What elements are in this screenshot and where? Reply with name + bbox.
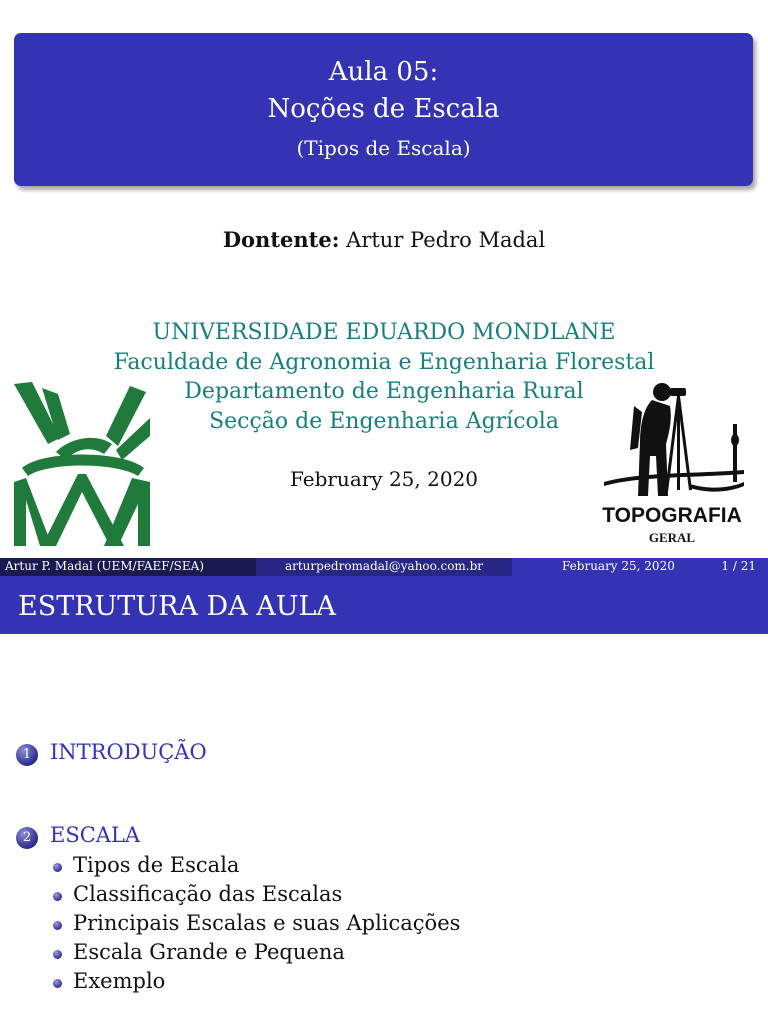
- bullet-icon: [53, 979, 62, 988]
- footer-email: arturpedromadal@yahoo.com.br: [256, 558, 512, 576]
- bullet-icon: [53, 921, 62, 930]
- subsection-label: Principais Escalas e suas Aplicações: [73, 911, 461, 935]
- institution-department: Departamento de Engenharia Rural: [184, 379, 584, 404]
- uem-logo-icon: [12, 378, 154, 548]
- institution-university: UNIVERSIDADE EDUARDO MONDLANE: [152, 320, 616, 345]
- institution-faculty: Faculdade de Agronomia e Engenharia Florestal: [113, 350, 655, 375]
- outline-slide: [0, 576, 768, 1024]
- subsection-label: Exemplo: [73, 969, 166, 993]
- presentation-date: February 25, 2020: [289, 467, 479, 491]
- bullet-icon: [53, 863, 62, 872]
- institution-section: Secção de Engenharia Agrícola: [209, 409, 559, 434]
- title-line-1: Aula 05:: [328, 57, 439, 87]
- footer-page-number: 1 / 21: [721, 559, 756, 573]
- footer-author: Artur P. Madal (UEM/FAEF/SEA): [0, 558, 256, 576]
- section-number-ball: 2: [16, 827, 38, 849]
- footer-right: [512, 558, 768, 576]
- section-label: ESCALA: [50, 823, 141, 847]
- author-label: Dontente:: [222, 227, 340, 252]
- section-number-ball: 1: [16, 744, 38, 766]
- bullet-icon: [53, 950, 62, 959]
- topografia-logo-text: TOPOGRAFIA: [602, 504, 742, 527]
- title-line-2: Noções de Escala: [267, 94, 500, 124]
- topografia-logo-icon: [600, 378, 746, 548]
- author-name: Artur Pedro Madal: [346, 228, 546, 252]
- bullet-icon: [53, 892, 62, 901]
- frame-title: ESTRUTURA DA AULA: [0, 576, 768, 634]
- topografia-logo-subtext: GERAL: [648, 530, 696, 545]
- subsection-label: Escala Grande e Pequena: [73, 940, 345, 964]
- subsection-label: Classificação das Escalas: [73, 882, 343, 906]
- author-line: [0, 227, 768, 252]
- title-block: [14, 33, 753, 186]
- subtitle: (Tipos de Escala): [296, 136, 471, 160]
- slide-footer: [0, 558, 768, 576]
- section-label: INTRODUÇÃO: [50, 740, 207, 764]
- footer-date: February 25, 2020: [562, 559, 675, 573]
- subsection-label: Tipos de Escala: [73, 853, 240, 877]
